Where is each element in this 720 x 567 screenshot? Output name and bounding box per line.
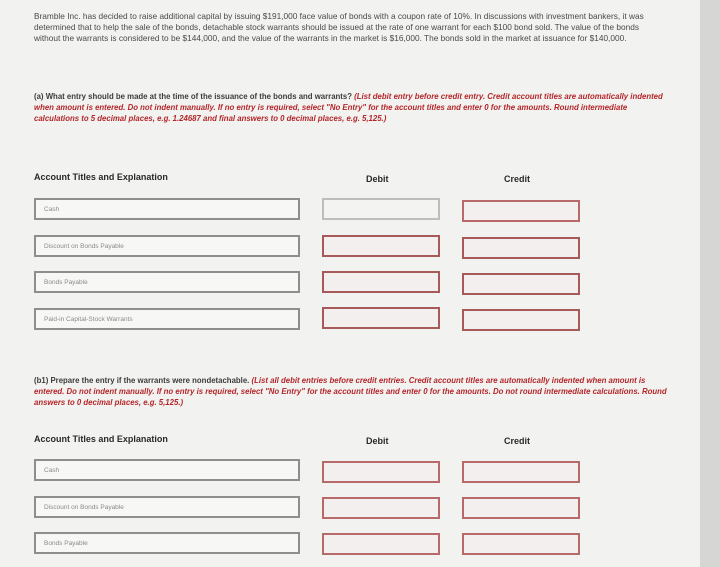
part-a-instructions — [34, 91, 674, 124]
part-b1-debit-input-3[interactable] — [322, 533, 440, 555]
part-b1-instructions — [34, 375, 674, 408]
problem-intro: Bramble Inc. has decided to raise additional capital by issuing $191,000 face value of bonds with a coupon rate of 10%. In discussions with investment bankers, it was determined that to help the sale of the bonds, detachable stock warrants should be issued at the rate of one warrant for each $100 bond sold. The value of the bonds without the warrants is considered to be $144,000, and the value of the warrants in the market is $16,000. The bonds sold in the market at issuance for $140,000. — [34, 11, 644, 44]
part-b1-debit-input-1[interactable] — [322, 461, 440, 483]
part-a-account-field-2[interactable]: Discount on Bonds Payable — [34, 235, 300, 257]
part-b1-debit-input-2[interactable] — [322, 497, 440, 519]
part-b1-header-debit: Debit — [366, 436, 389, 446]
part-a-header-account: Account Titles and Explanation — [34, 172, 168, 182]
part-a-account-field-4[interactable]: Paid-in Capital-Stock Warrants — [34, 308, 300, 330]
part-b1-account-field-2[interactable]: Discount on Bonds Payable — [34, 496, 300, 518]
part-a-header-credit: Credit — [504, 174, 531, 184]
part-a-credit-input-3[interactable] — [462, 273, 580, 295]
part-a-debit-input-1[interactable] — [322, 198, 440, 220]
part-b1-credit-input-3[interactable] — [462, 533, 580, 555]
part-b1-header-account: Account Titles and Explanation — [34, 434, 168, 444]
part-a-question: (a) What entry should be made at the time of the issuance of the bonds and warrants? — [34, 92, 352, 101]
part-b1-header-credit: Credit — [504, 436, 531, 446]
part-b1-account-field-3[interactable]: Bonds Payable — [34, 532, 300, 554]
part-b1-credit-input-1[interactable] — [462, 461, 580, 483]
part-b1-account-field-1[interactable]: Cash — [34, 459, 300, 481]
part-a-credit-input-4[interactable] — [462, 309, 580, 331]
part-b1-note: (List all debit entries before credit entries. Credit account titles are automatically indented when amount is entered. Do not indent manually. If no entry is required, select "No Entry" for the account titles and enter 0 for the amounts. Do not round intermediate calculations. Round answers to 0 decimal places, e.g. 5,125.) — [34, 376, 667, 407]
part-a-credit-input-1[interactable] — [462, 200, 580, 222]
part-a-debit-input-2[interactable] — [322, 235, 440, 257]
part-a-note: (List debit entry before credit entry. Credit account titles are automatically indented when amount is entered. Do not indent manually. If no entry is required, select "No Entry" for the account titles and enter 0 for the amounts. Round intermediate calculations to 5 decimal places, e.g. 1.24687 and final answers to 0 decimal places, e.g. 5,125.) — [34, 92, 663, 123]
part-a-credit-input-2[interactable] — [462, 237, 580, 259]
part-b1-credit-input-2[interactable] — [462, 497, 580, 519]
part-a-debit-input-4[interactable] — [322, 307, 440, 329]
part-a-debit-input-3[interactable] — [322, 271, 440, 293]
part-a-account-field-1[interactable]: Cash — [34, 198, 300, 220]
right-margin — [700, 0, 720, 567]
part-b1-question: (b1) Prepare the entry if the warrants were nondetachable. — [34, 376, 250, 385]
part-a-account-field-3[interactable]: Bonds Payable — [34, 271, 300, 293]
part-a-header-debit: Debit — [366, 174, 389, 184]
